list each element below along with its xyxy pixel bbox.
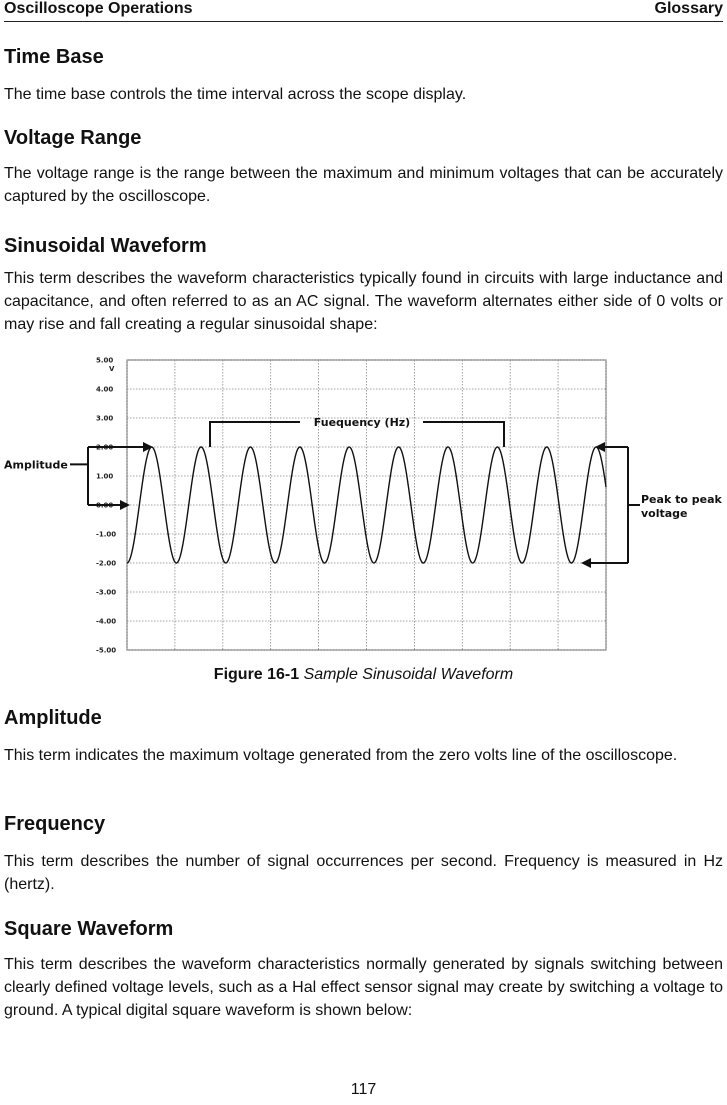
caption-label: Figure 16-1	[213, 666, 300, 683]
section-voltage-range	[4, 126, 723, 208]
heading-voltage-range: Voltage Range	[4, 127, 142, 149]
header-title: Oscilloscope Operations	[4, 0, 193, 17]
text-voltage-range: The voltage range is the range between the maximum and minimum voltages that can be accurately captured by the oscilloscope.	[4, 165, 723, 205]
section-time-base	[4, 45, 723, 106]
y-tick-label: 0.00	[96, 501, 114, 510]
heading-sinusoidal: Sinusoidal Waveform	[4, 235, 207, 257]
y-tick-label: 1.00	[96, 472, 114, 481]
section-sinusoidal	[4, 234, 723, 336]
y-tick-label: -4.00	[96, 617, 117, 626]
y-tick-label: 4.00	[96, 385, 114, 394]
y-tick-label: 5.00	[96, 356, 114, 365]
text-time-base: The time base controls the time interval across the scope display.	[4, 86, 467, 103]
y-tick-label: 2.00	[96, 443, 114, 452]
heading-frequency: Frequency	[4, 813, 106, 835]
heading-time-base: Time Base	[4, 46, 104, 68]
sinusoidal-chart	[0, 330, 727, 660]
text-square-waveform: This term describes the waveform characteristics normally generated by signals switching between clearly defined voltage levels, such as a Hal effect sensor signal may create by switching a voltage to ground. A typical digital square waveform is shown below:	[4, 956, 723, 1019]
y-unit-label: V	[109, 365, 115, 373]
heading-square-waveform: Square Waveform	[4, 918, 174, 940]
text-frequency: This term describes the number of signal occurrences per second. Frequency is measured in Hz (hertz).	[4, 853, 723, 893]
peak-to-peak-label-line2: voltage	[641, 507, 688, 520]
header-section: Glossary	[654, 0, 723, 17]
y-tick-label: -3.00	[96, 588, 117, 597]
figure-sinusoidal-waveform	[0, 330, 727, 660]
heading-amplitude: Amplitude	[4, 707, 102, 729]
section-frequency	[4, 812, 723, 896]
text-sinusoidal: This term describes the waveform characteristics typically found in circuits with large inductance and capacitance, and often referred to as an AC signal. The waveform alternates either side of 0 volts or may rise and fall creating a regular sinusoidal shape:	[4, 270, 723, 333]
peak-to-peak-label-line1: Peak to peak	[641, 493, 722, 506]
page-number: 117	[350, 1081, 377, 1098]
caption-text: Sample Sinusoidal Waveform	[303, 666, 514, 683]
frequency-label: Fuequency (Hz)	[313, 416, 411, 429]
text-amplitude: This term indicates the maximum voltage generated from the zero volts line of the oscilloscope.	[4, 747, 678, 764]
y-tick-label: -1.00	[96, 530, 117, 539]
y-tick-label: -2.00	[96, 559, 117, 568]
figure-caption	[0, 665, 727, 685]
section-amplitude	[4, 706, 723, 767]
section-square-waveform	[4, 917, 723, 1022]
y-tick-label: -5.00	[96, 646, 117, 655]
y-tick-label: 3.00	[96, 414, 114, 423]
amplitude-label: Amplitude	[4, 458, 68, 472]
running-header	[4, 0, 723, 22]
